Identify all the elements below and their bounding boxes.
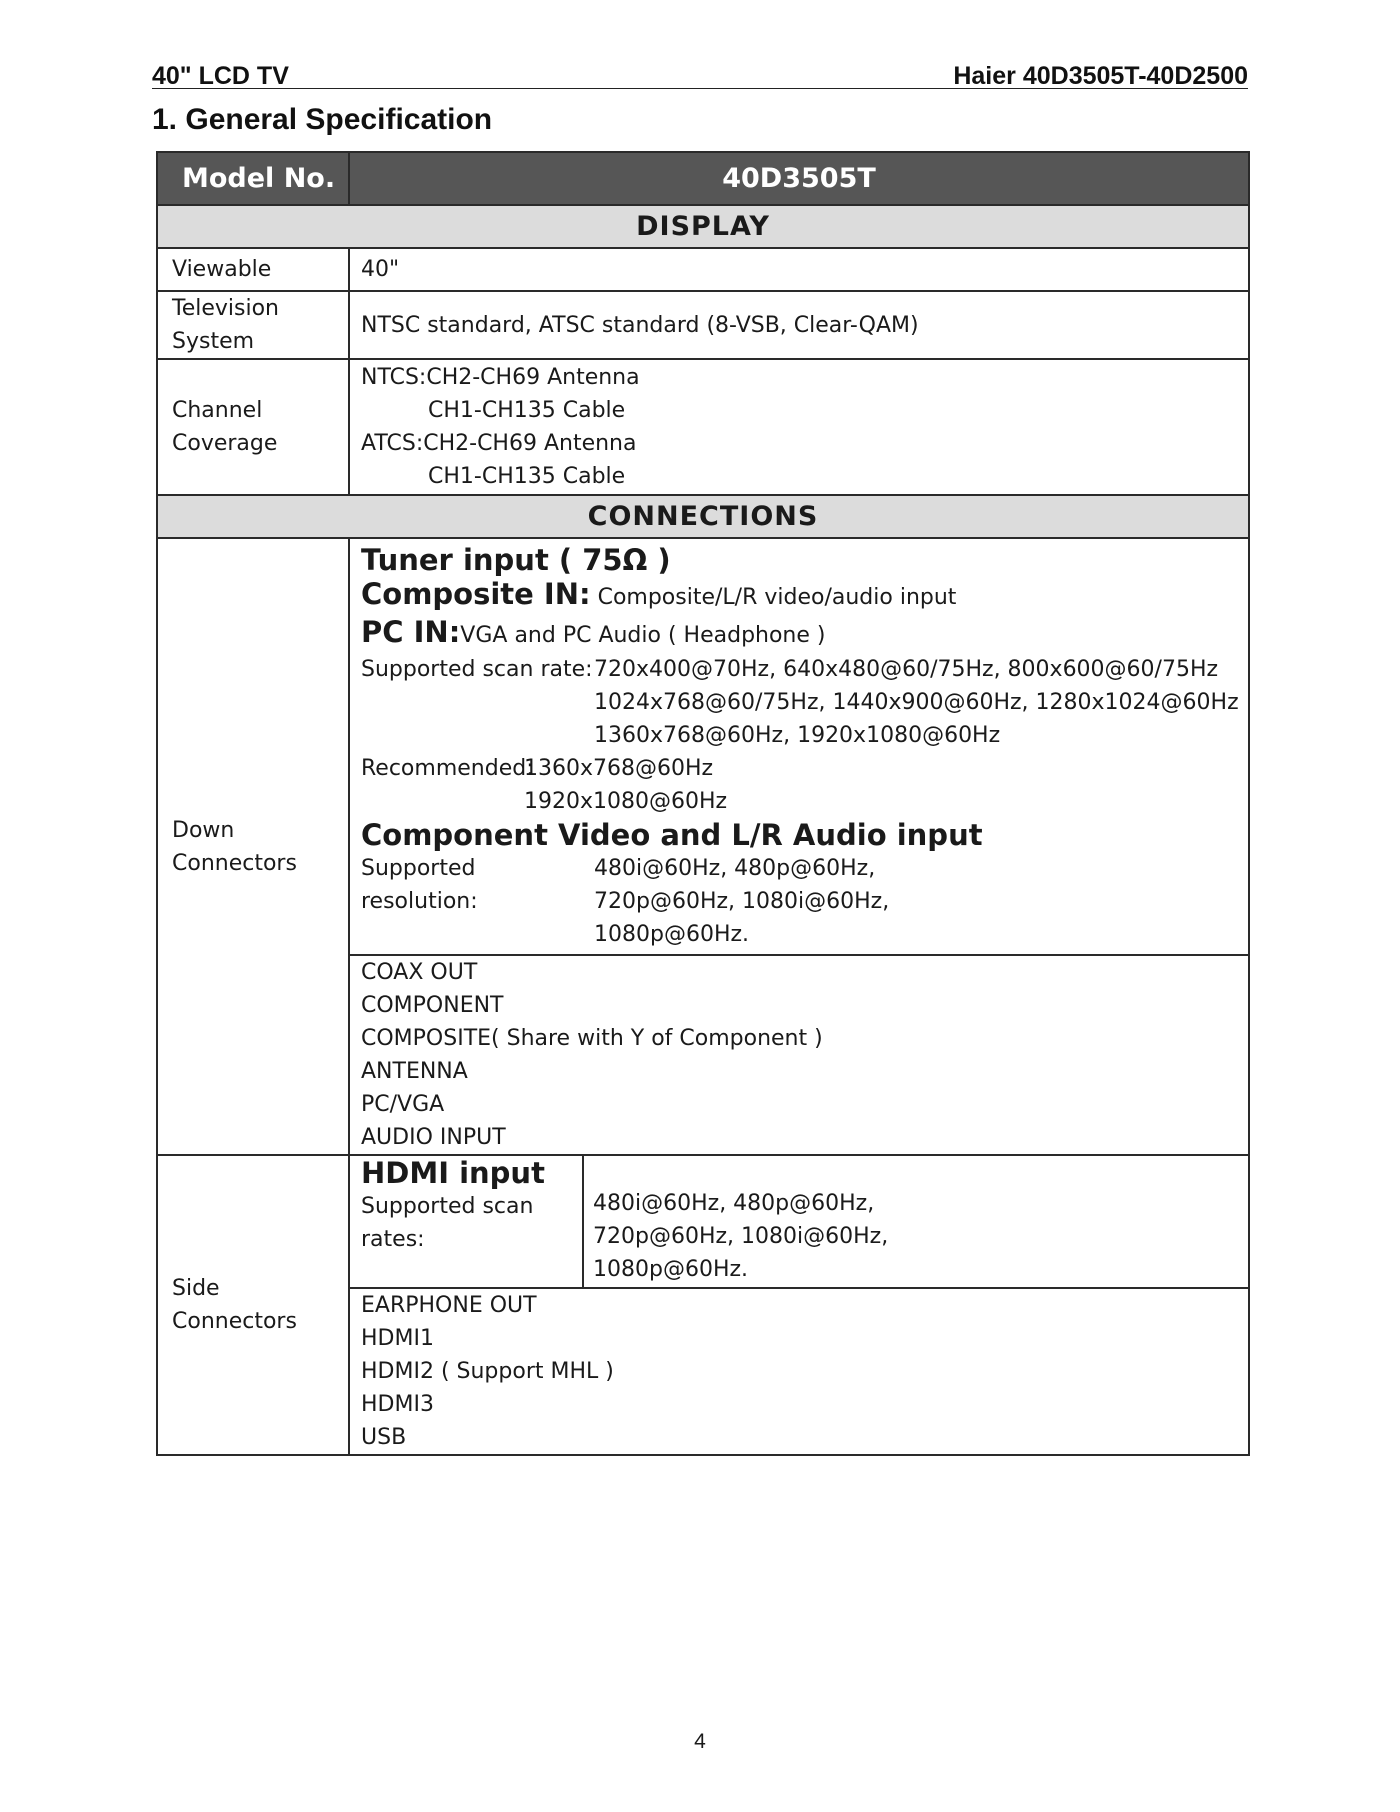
- channel-row: [157, 359, 1249, 495]
- recommended-line: 1920x1080@60Hz: [524, 789, 728, 814]
- channel-line: CH1-CH135 Cable: [428, 464, 626, 489]
- recommended-label: Recommended:: [361, 756, 534, 781]
- hdmi-rate-line: 720p@60Hz, 1080i@60Hz,: [593, 1224, 889, 1249]
- port-item: EARPHONE OUT: [361, 1293, 537, 1318]
- display-band: DISPLAY: [157, 205, 1249, 248]
- scan-rate-line: 1360x768@60Hz, 1920x1080@60Hz: [594, 723, 1001, 748]
- resolution-line: 480i@60Hz, 480p@60Hz,: [594, 856, 876, 881]
- port-item: USB: [361, 1425, 407, 1450]
- side-label-line1: Side: [172, 1276, 220, 1301]
- side-ports: [349, 1288, 1249, 1455]
- hdmi-rate-line: 1080p@60Hz.: [593, 1257, 749, 1282]
- port-item: HDMI2 ( Support MHL ): [361, 1359, 614, 1384]
- port-item: HDMI3: [361, 1392, 434, 1417]
- resolution-line: 1080p@60Hz.: [594, 922, 750, 947]
- hdmi-rate-line: 480i@60Hz, 480p@60Hz,: [593, 1191, 875, 1216]
- model-row: [157, 152, 1249, 205]
- composite-desc: Composite/L/R video/audio input: [597, 585, 957, 610]
- connections-band-row: [157, 495, 1249, 538]
- page-number: 4: [694, 1730, 706, 1753]
- recommended-block: [361, 752, 1248, 818]
- hdmi-title: HDMI input: [361, 1156, 545, 1190]
- down-connectors-label: [157, 538, 349, 1155]
- side-hdmi-row: [157, 1155, 1249, 1288]
- resolution-list: [594, 852, 889, 951]
- tv-system-value: NTSC standard, ATSC standard (8-VSB, Clear-QAM): [349, 291, 1249, 359]
- resolution-line: 720p@60Hz, 1080i@60Hz,: [594, 889, 890, 914]
- scan-rate-list: [594, 653, 1239, 752]
- channel-value: [349, 359, 1249, 495]
- connections-band: CONNECTIONS: [157, 495, 1249, 538]
- display-band-row: [157, 205, 1249, 248]
- hdmi-left: [350, 1156, 583, 1287]
- port-item: COMPOSITE( Share with Y of Component ): [361, 1026, 823, 1051]
- port-item: COAX OUT: [361, 960, 478, 985]
- down-features-row: [157, 538, 1249, 955]
- header-model-title: Haier 40D3505T-40D2500: [953, 62, 1248, 90]
- scan-rate-line: 720x400@70Hz, 640x480@60/75Hz, 800x600@60/75Hz: [594, 657, 1219, 682]
- pc-line: [361, 615, 1248, 653]
- tuner-title: Tuner input ( 75Ω ): [361, 543, 671, 577]
- port-item: ANTENNA: [361, 1059, 468, 1084]
- spec-table: [156, 151, 1250, 1456]
- port-item: AUDIO INPUT: [361, 1125, 506, 1150]
- resolution-label: Supported resolution:: [361, 856, 478, 914]
- tv-system-label-line2: System: [172, 329, 255, 354]
- channel-label-line2: Coverage: [172, 431, 278, 456]
- down-label-line2: Connectors: [172, 850, 297, 876]
- side-hdmi-cell: [349, 1155, 1249, 1288]
- tv-system-label: [157, 291, 349, 359]
- tv-system-label-line1: Television: [172, 296, 279, 321]
- down-ports: [349, 955, 1249, 1155]
- port-item: PC/VGA: [361, 1092, 445, 1117]
- model-value: 40D3505T: [349, 152, 1249, 205]
- component-title: Component Video and L/R Audio input: [361, 818, 983, 852]
- viewable-value: 40": [349, 248, 1249, 291]
- header-doc-title: 40" LCD TV: [152, 62, 289, 90]
- scan-rate-label: Supported scan rate:: [361, 657, 593, 682]
- pc-title: PC IN:: [361, 615, 461, 649]
- recommended-list: [524, 752, 727, 818]
- pc-desc: VGA and PC Audio ( Headphone ): [460, 623, 826, 648]
- down-features: [349, 538, 1249, 955]
- header-rule: [152, 88, 1248, 89]
- side-label-line2: Connectors: [172, 1309, 297, 1334]
- scan-rate-line: 1024x768@60/75Hz, 1440x900@60Hz, 1280x1024@60Hz: [594, 690, 1239, 715]
- side-connectors-label: [157, 1155, 349, 1455]
- channel-label: [157, 359, 349, 495]
- hdmi-rates: [583, 1156, 1248, 1287]
- scan-rate-block: [361, 653, 1248, 752]
- tv-system-row: [157, 291, 1249, 359]
- down-label-line1: Down: [172, 817, 235, 843]
- viewable-label: Viewable: [157, 248, 349, 291]
- composite-line: [361, 577, 1248, 615]
- channel-label-line1: Channel: [172, 398, 263, 423]
- model-label: Model No.: [157, 152, 349, 205]
- viewable-row: [157, 248, 1249, 291]
- hdmi-label: Supported scan rates:: [361, 1194, 534, 1252]
- hdmi-subtable: [350, 1156, 1248, 1287]
- channel-line: ATCS:CH2-CH69 Antenna: [361, 431, 637, 456]
- port-item: HDMI1: [361, 1326, 434, 1351]
- composite-title: Composite IN:: [361, 577, 591, 611]
- recommended-line: 1360x768@60Hz: [524, 756, 714, 781]
- channel-line: NTCS:CH2-CH69 Antenna: [361, 365, 640, 390]
- port-item: COMPONENT: [361, 993, 504, 1018]
- resolution-block: [361, 852, 1248, 951]
- section-title: 1. General Specification: [152, 103, 493, 136]
- channel-line: CH1-CH135 Cable: [428, 398, 626, 423]
